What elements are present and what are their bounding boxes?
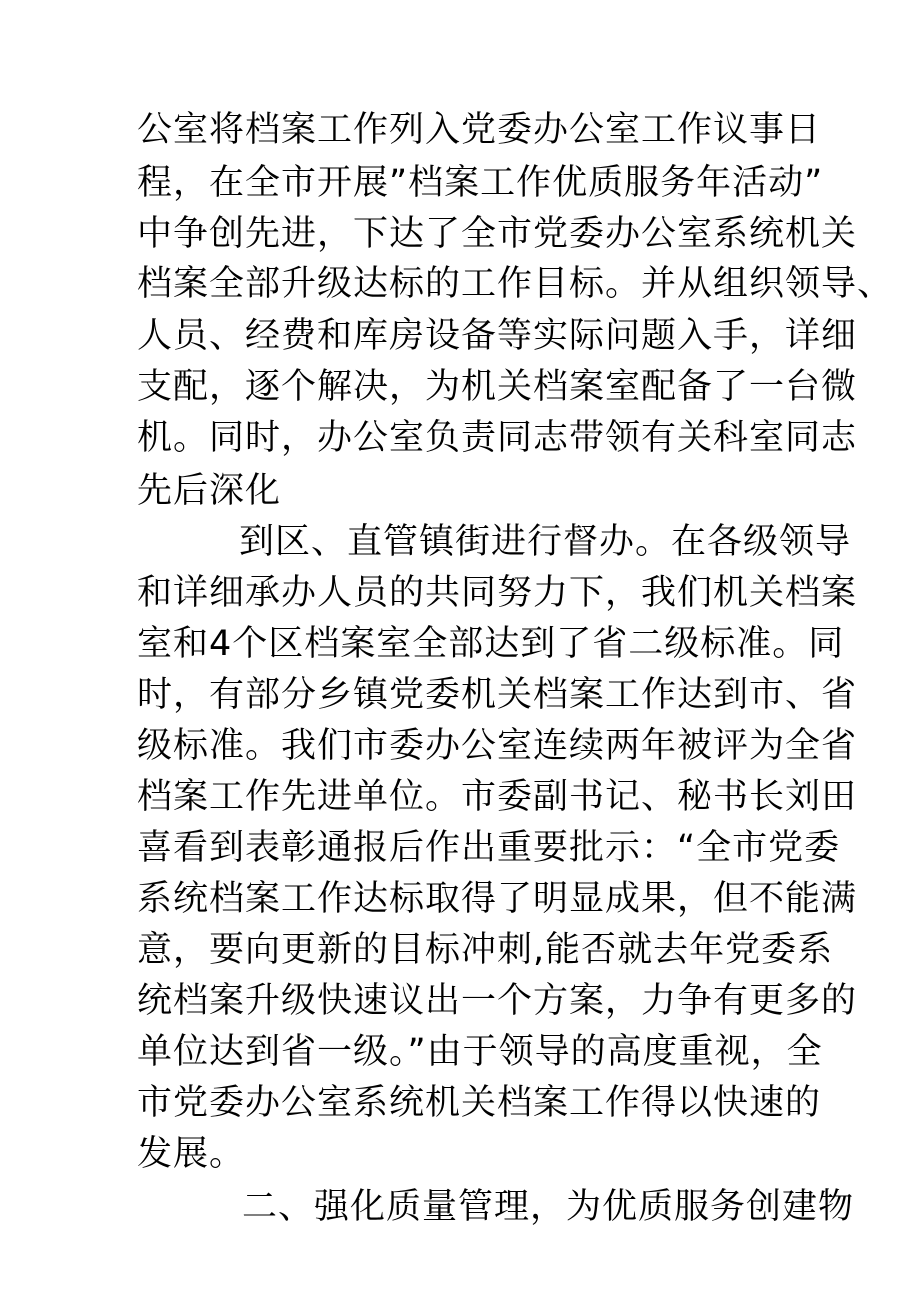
text-line: 统档案升级快速议出一个方案，力争有更多的 [137,981,858,1021]
text-line: 室和4个区档案室全部达到了省二级标准。同 [137,624,845,664]
text-line: 支配，逐个解决，为机关档案室配备了一台微 [137,367,858,407]
text-line: 人员、经费和库房设备等实际问题入手，详细 [137,316,858,356]
text-line: 公室将档案工作列入党委办公室工作议事日 [137,110,822,150]
text-line: 机。同时，办公室负责同志带领有关科室同志 [137,418,858,458]
text-line: 意，要向更新的目标冲刺,能否就去年党委系 [137,930,834,970]
text-line: 级标准。我们市委办公室连续两年被评为全省 [137,726,858,766]
text-line: 发展。 [137,1134,246,1174]
text-line: 档案工作先进单位。市委副书记、秘书长刘田 [137,777,858,817]
text-line: 系统档案工作达标取得了明显成果，但不能满 [137,879,858,919]
text-line: 市党委办公室系统机关档案工作得以快速的 [137,1083,822,1123]
text-line: 时，有部分乡镇党委机关档案工作达到市、省 [137,675,858,715]
text-line-indented: 到区、直管镇街进行督办。在各级领导 [239,522,852,562]
text-line: 喜看到表彰通报后作出重要批示：“全市党委 [137,828,841,868]
text-line: 先后深化 [137,471,282,511]
text-line: 程，在全市开展”档案工作优质服务年活动” [137,163,824,203]
text-line: 单位达到省一级。”由于领导的高度重视，全 [137,1032,823,1072]
text-line: 档案全部升级达标的工作目标。并从组织领导、 [137,264,894,304]
text-line: 中争创先进，下达了全市党委办公室系统机关 [137,214,858,254]
section-heading: 二、强化质量管理，为优质服务创建物 [242,1187,855,1227]
text-line: 和详细承办人员的共同努力下，我们机关档案 [137,573,858,613]
